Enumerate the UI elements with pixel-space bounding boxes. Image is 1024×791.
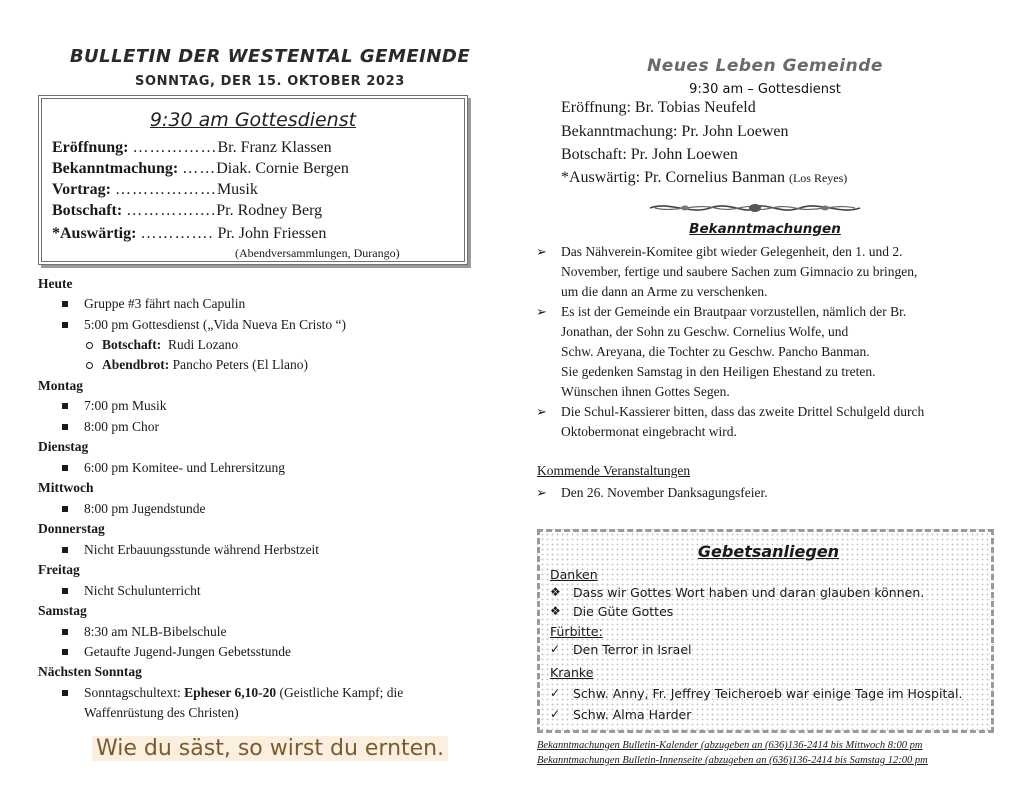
diamond-bullet-icon: ❖	[550, 585, 561, 599]
bullet-square-icon	[62, 424, 68, 430]
service-row: Bekanntmachung: Pr. John Loewen	[561, 123, 789, 140]
day-heading: Donnerstag	[38, 521, 105, 536]
arrow-bullet-icon: ➢	[536, 485, 547, 500]
prayer-item: Schw. Anny, Fr. Jeffrey Teicheroeb war einige Tage im Hospital.	[573, 686, 963, 701]
announcement-line: Sie gedenken Samstag in den Heiligen Ehestand zu treten.	[561, 364, 876, 379]
prayer-category: Fürbitte:	[550, 624, 603, 639]
prayer-item: Die Güte Gottes	[573, 604, 674, 619]
prayer-title: Gebetsanliegen	[697, 542, 840, 561]
checkmark-icon: ✓	[550, 642, 561, 656]
bullet-circle-icon	[86, 362, 93, 369]
day-heading: Samstag	[38, 603, 87, 618]
service-row: Vortrag: ………………Musik	[52, 181, 258, 198]
list-item: Botschaft: Rudi Lozano	[102, 337, 239, 352]
bullet-square-icon	[62, 649, 68, 655]
events-title: Kommende Veranstaltungen	[537, 463, 691, 478]
service-row: Botschaft: Pr. John Loewen	[561, 146, 738, 163]
prayer-item: Den Terror in Israel	[573, 642, 692, 657]
list-item: 7:00 pm Musik	[84, 398, 167, 413]
list-item: Nicht Schulunterricht	[84, 583, 201, 598]
announcements-title: Bekanntmachungen	[689, 221, 841, 237]
list-item: Sonntagschultext: Epheser 6,10-20 (Geistliche Kampf; die	[84, 685, 404, 700]
prayer-item: Dass wir Gottes Wort haben und daran glauben können.	[573, 585, 925, 600]
bullet-square-icon	[62, 403, 68, 409]
checkmark-icon: ✓	[550, 686, 561, 700]
announcement-line: Es ist der Gemeinde ein Brautpaar vorzustellen, nämlich der Br.	[561, 304, 907, 319]
list-item: 8:30 am NLB-Bibelschule	[84, 624, 227, 639]
bullet-square-icon	[62, 690, 68, 696]
list-item: 8:00 pm Chor	[84, 419, 160, 434]
arrow-bullet-icon: ➢	[536, 404, 547, 419]
proverb: Wie du säst, so wirst du ernten.	[92, 736, 448, 761]
checkmark-icon: ✓	[550, 707, 561, 721]
service-note: (Abendversammlungen, Durango)	[235, 246, 400, 260]
footer-note: Bekanntmachungen Bulletin-Innenseite (abzugeben an (636)136-2414 bis Samstag 12:00 pm	[537, 755, 928, 766]
announcement-line: Die Schul-Kassierer bitten, dass das zweite Drittel Schulgeld durch	[561, 404, 925, 419]
announcement-line: Jonathan, der Sohn zu Geschw. Cornelius Wolfe, und	[561, 324, 849, 339]
announcement-line: Wünschen ihnen Gottes Segen.	[561, 384, 730, 399]
arrow-bullet-icon: ➢	[536, 244, 547, 259]
list-item: 8:00 pm Jugendstunde	[84, 501, 206, 516]
diamond-bullet-icon: ❖	[550, 604, 561, 618]
list-item: Getaufte Jugend-Jungen Gebetsstunde	[84, 644, 291, 659]
service-row: Botschaft: …………….Pr. Rodney Berg	[52, 202, 323, 219]
service-row: *Auswärtig: …………. Pr. John Friessen	[52, 225, 327, 242]
day-heading: Montag	[38, 378, 83, 393]
arrow-bullet-icon: ➢	[536, 304, 547, 319]
list-item: 5:00 pm Gottesdienst („Vida Nueva En Cristo “)	[84, 317, 347, 332]
bullet-square-icon	[62, 301, 68, 307]
prayer-category: Danken	[550, 567, 598, 582]
announcement-line: Schw. Areyana, die Tochter zu Geschw. Pancho Banman.	[561, 344, 870, 359]
service-row: Bekanntmachung: ……Diak. Cornie Bergen	[52, 160, 349, 177]
bullet-square-icon	[62, 465, 68, 471]
day-heading: Dienstag	[38, 439, 89, 454]
announcement-line: Das Nähverein-Komitee gibt wieder Gelegenheit, den 1. und 2.	[561, 244, 903, 259]
list-item: Abendbrot: Pancho Peters (El Llano)	[102, 357, 308, 372]
bulletin-date: SONNTAG, DER 15. OKTOBER 2023	[135, 74, 405, 89]
prayer-category: Kranke	[550, 665, 594, 680]
list-item: 6:00 pm Komitee- und Lehrersitzung	[84, 460, 285, 475]
bullet-square-icon	[62, 506, 68, 512]
list-item: Nicht Erbauungsstunde während Herbstzeit	[84, 542, 320, 557]
service-row: Eröffnung: ……………Br. Franz Klassen	[52, 139, 332, 156]
bullet-square-icon	[62, 547, 68, 553]
bulletin-title: BULLETIN DER WESTENTAL GEMEINDE	[69, 46, 471, 67]
service-row: *Auswärtig: Pr. Cornelius Banman (Los Reyes)	[561, 169, 848, 186]
service-row: Eröffnung: Br. Tobias Neufeld	[561, 99, 756, 116]
announcement-line: Oktobermonat eingebracht wird.	[561, 424, 737, 439]
event-item: Den 26. November Danksagungsfeier.	[561, 485, 768, 500]
announcement-line: November, fertige und saubere Sachen zum Gimnacio zu bringen,	[561, 264, 918, 279]
church-title: Neues Leben Gemeinde	[647, 56, 883, 76]
bullet-circle-icon	[86, 342, 93, 349]
bullet-square-icon	[62, 322, 68, 328]
list-item-continuation: Waffenrüstung des Christen)	[84, 705, 239, 720]
ornament-divider-icon	[645, 199, 865, 217]
day-heading: Nächsten Sonntag	[38, 664, 142, 679]
footer-note: Bekanntmachungen Bulletin-Kalender (abzugeben an (636)136-2414 bis Mittwoch 8:00 pm	[537, 740, 923, 751]
day-heading: Mittwoch	[38, 480, 94, 495]
announcement-line: um die dann an Arme zu verschenken.	[561, 284, 768, 299]
day-heading: Freitag	[38, 562, 80, 577]
prayer-item: Schw. Alma Harder	[573, 707, 692, 722]
list-item: Gruppe #3 fährt nach Capulin	[84, 296, 246, 311]
day-heading: Heute	[38, 276, 73, 291]
prayer-box	[537, 529, 994, 733]
bullet-square-icon	[62, 588, 68, 594]
service-box	[38, 95, 468, 265]
service-subtitle: 9:30 am – Gottesdienst	[689, 82, 841, 97]
bullet-square-icon	[62, 629, 68, 635]
service-box-title: 9:30 am Gottesdienst	[149, 109, 357, 131]
